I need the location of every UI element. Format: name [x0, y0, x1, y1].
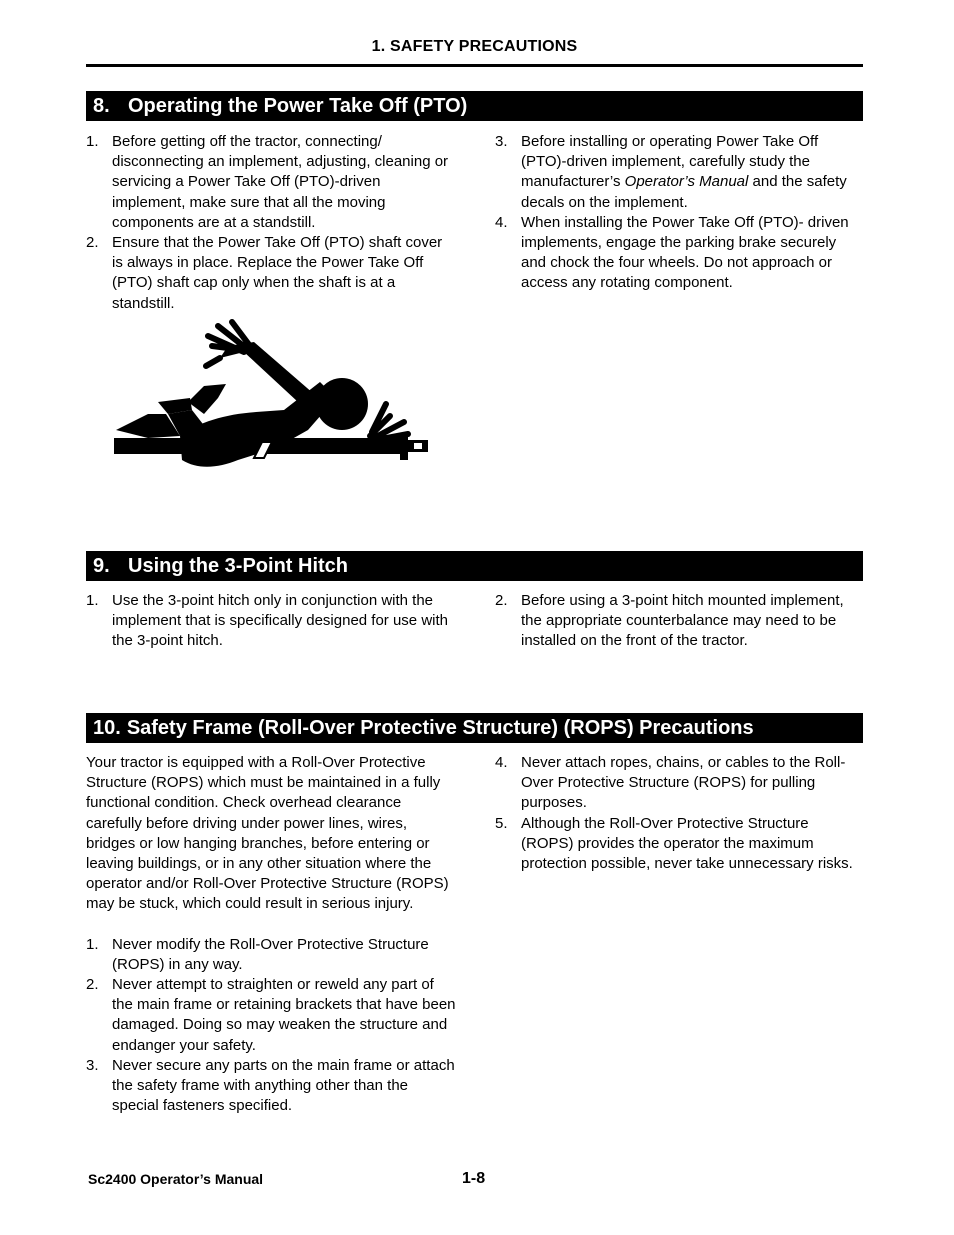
list-item: 2. Ensure that the Power Take Off (PTO) shaft cover is always in place. Replace the Power Take Off (PTO) shaft cap only when the shaft is at a standstill.: [86, 234, 443, 312]
section-title: Using the 3-Point Hitch: [128, 555, 348, 577]
list-item: 1. Use the 3-point hitch only in conjunction with the implement that is specifically designed for use with the 3-point hitch.: [86, 592, 448, 650]
rops-intro-paragraph: Your tractor is equipped with a Roll-Over Protective Structure (ROPS) which must be maintained in a fully functional condition. Check overhead clearance carefully before driving under power lines, wires, bridges or low hanging branches, before entering or leaving buildings, or in any other situation where the operator and/or Roll-Over Protective Structure (ROPS) may be stuck, which could result in serious injury.: [86, 754, 449, 913]
section-number: 9.: [93, 555, 110, 577]
section-heading-hitch: [86, 551, 863, 581]
section-title: Operating the Power Take Off (PTO): [128, 95, 468, 117]
section-heading-pto: [86, 91, 863, 121]
list-item: 3. Before installing or operating Power Take Off (PTO)-driven implement, carefully study the manufacturer’s Operator’s Manual and the safety decals on the implement.: [495, 133, 847, 211]
header-rule: [86, 64, 863, 67]
list-item: 1. Never modify the Roll-Over Protective Structure (ROPS) in any way.: [86, 935, 429, 973]
list-item: 2. Before using a 3-point hitch mounted implement, the appropriate counterbalance may need to be installed on the front of the tractor.: [495, 592, 844, 650]
list-item: 1. Before getting off the tractor, connecting/ disconnecting an implement, adjusting, cleaning or servicing a Power Take Off (PTO)-driven implement, make sure that all the moving components are at a standstill.: [86, 133, 449, 231]
footer-manual-title: Sc2400 Operator’s Manual: [88, 1171, 264, 1187]
section-number: 10.: [93, 717, 121, 739]
section-title: Safety Frame (Roll-Over Protective Structure) (ROPS) Precautions: [126, 717, 754, 739]
running-header: 1. SAFETY PRECAUTIONS: [371, 38, 578, 55]
rops-right-column: [495, 753, 863, 874]
manual-title-italic: Operator’s Manual: [624, 173, 749, 191]
footer-page-number: 1-8: [462, 1170, 486, 1187]
list-item: 4. Never attach ropes, chains, or cables to the Roll-Over Protective Structure (ROPS) for pulling purposes.: [495, 754, 846, 812]
hitch-right-column: [495, 591, 863, 652]
pto-entanglement-hazard-icon: [108, 318, 438, 488]
list-item: 3. Never secure any parts on the main frame or attach the safety frame with anything other than the special fasteners specified.: [86, 1056, 455, 1115]
pto-left-column: [86, 132, 456, 314]
section-number: 8.: [93, 95, 110, 117]
list-item: 4. When installing the Power Take Off (PTO)- driven implements, engage the parking brake securely and chock the four wheels. Do not approach or access any rotating component.: [495, 213, 849, 292]
list-item: 5. Although the Roll-Over Protective Structure (ROPS) provides the operator the maximum protection possible, never take unnecessary risks.: [495, 814, 853, 873]
list-item: 2. Never attempt to straighten or reweld any part of the main frame or retaining brackets that have been damaged. Doing so may weaken the structure and endanger your safety.: [86, 976, 456, 1054]
section-heading-rops: [86, 713, 863, 743]
pto-right-column: [495, 132, 863, 294]
hitch-left-column: [86, 591, 456, 652]
rops-left-column: [86, 753, 456, 1116]
